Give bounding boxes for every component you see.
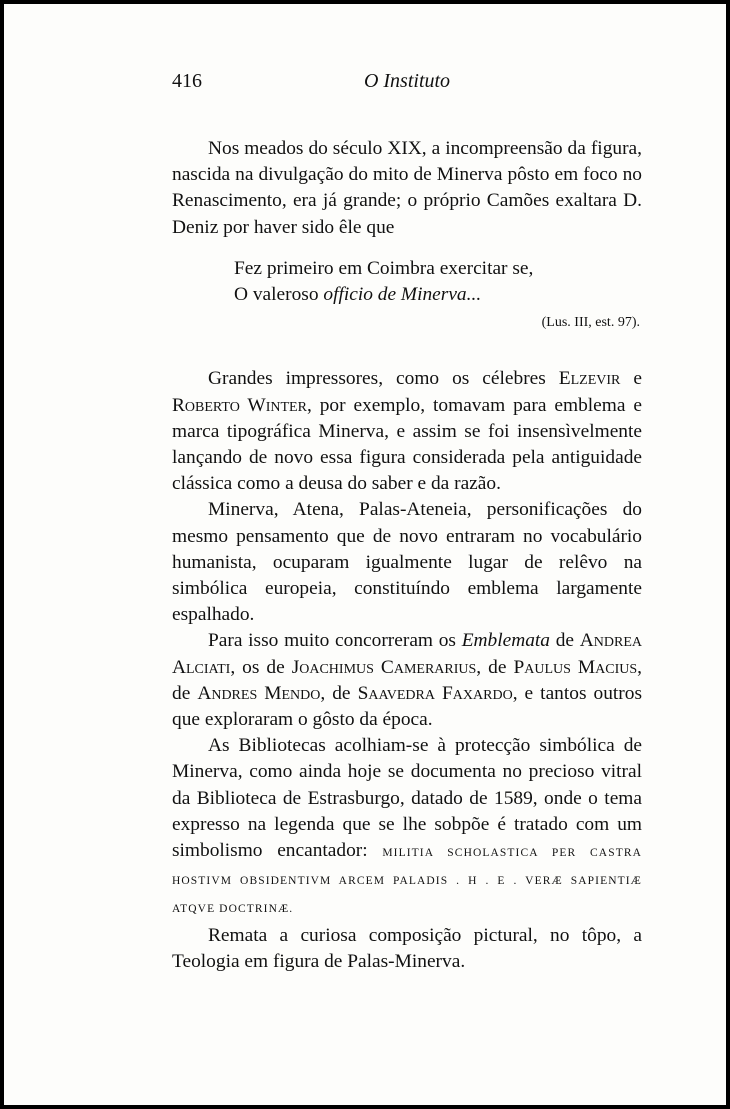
paragraph-5: As Bibliotecas acolhiam-se à protecção simbólica de Minerva, como ainda hoje se documenta no precioso vitral da Biblioteca de Estrasburgo, datado de 1589, onde o tema expresso na legenda que se lhe sobpõe é tratado com um simbolismo encantador: MILITIA SCHOLASTICA PER CASTRA HOSTIVM OBSIDENTIVM ARCEM PALADIS . H . E . VERÆ SAPIENTIÆ ATQVE DOCTRINÆ. <box>172 735 643 916</box>
name-saavedra-faxardo: Saavedra Faxardo <box>357 682 513 704</box>
page-header <box>172 70 642 96</box>
name-elzevir: Elzevir <box>558 368 621 390</box>
title-emblemata: Emblemata <box>461 630 551 652</box>
verse-citation: (Lus. III, est. 97). <box>541 315 640 331</box>
paragraph-2: Grandes impressores, como os célebres Elzevir e Roberto Winter, por exemplo, tomavam para emblema e marca tipográfica Minerva, e assim se foi insensìvelmente lançando de novo essa figura considerada pela antiguidade clássica como a deusa do saber e da razão. <box>172 368 642 495</box>
name-joachimus-camerarius: Joachimus Camerarius <box>291 656 477 678</box>
verse-quote <box>234 256 642 308</box>
verse-line-1: Fez primeiro em Coimbra exercitar se, <box>234 257 534 279</box>
page-body <box>172 136 642 975</box>
paragraph-6: Remata a curiosa composição pictural, no tôpo, a Teologia em figura de Palas-Minerva. <box>172 924 642 972</box>
latin-inscription: MILITIA SCHOLASTICA PER CASTRA HOSTIVM OBSIDENTIVM ARCEM PALADIS . H . E . VERÆ SAPIENTIÆ ATQVE DOCTRINÆ. <box>172 847 643 916</box>
verse-line-2: O valeroso officio de Minerva... <box>234 284 482 306</box>
running-title: O Instituto <box>363 70 451 92</box>
page-number: 416 <box>172 70 202 92</box>
name-andrea-alciati: Andrea Alciati <box>172 630 642 678</box>
paragraph-3: Minerva, Atena, Palas-Ateneia, personificações do mesmo pensamento que de novo entraram no vocabulário humanista, ocuparam igualmente lugar de relêvo na simbólica europeia, constituíndo emblema largamente espalhado. <box>172 499 642 626</box>
paragraph-1: Nos meados do século XIX, a incompreensão da figura, nascida na divulgação do mito de Minerva pôsto em foco no Renascimento, era já grande; o próprio Camões exaltara D. Deniz por haver sido êle que <box>172 138 642 238</box>
name-paulus-macius: Paulus Macius <box>513 656 638 678</box>
paragraph-4: Para isso muito concorreram os Emblemata de Andrea Alciati, os de Joachimus Camerarius, de Paulus Macius, de Andres Mendo, de Saavedra Faxardo, e tantos outros que exploraram o gôsto da época. <box>172 630 642 731</box>
verse-italic: officio de Minerva... <box>323 284 482 306</box>
name-roberto-winter: Roberto Winter <box>172 394 307 416</box>
name-andres-mendo: Andres Mendo <box>197 682 321 704</box>
